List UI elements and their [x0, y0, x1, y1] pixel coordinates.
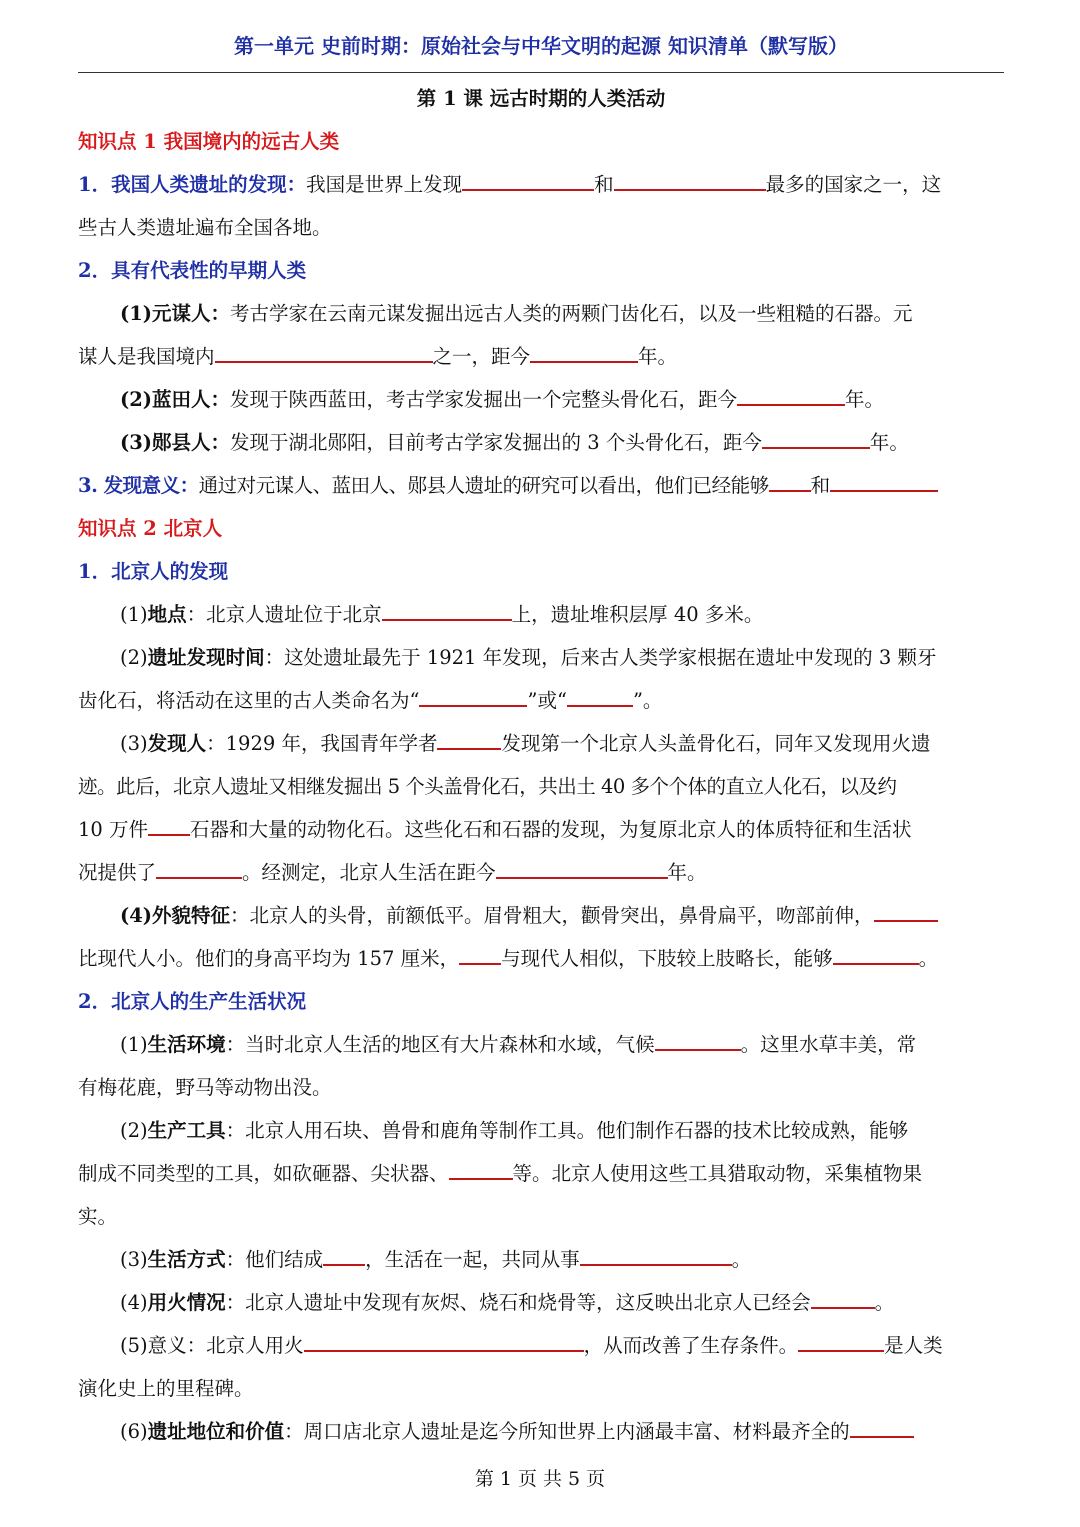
- fill-blank[interactable]: [614, 170, 766, 191]
- discovery-time-paragraph: (2)遗址发现时间：这处遗址最先于 1921 年发现，后来古人类学家根据在遗址中发现的 3 颗牙: [120, 646, 937, 669]
- discovery-time-cont: 齿化石，将活动在这里的古人类命名为“ ”或“ ”。: [78, 679, 1004, 722]
- tools-cont: 制成不同类型的工具，如砍砸器、尖状器、 等。北京人使用这些工具猎取动物，采集植物果: [78, 1152, 1004, 1195]
- fill-blank[interactable]: [850, 1417, 914, 1438]
- fill-blank[interactable]: [496, 858, 668, 879]
- location-paragraph: (1)地点：北京人遗址位于北京 上，遗址堆积层厚 40 多米。: [78, 593, 1004, 636]
- kp1-section-3: 3. 发现意义：通过对元谋人、蓝田人、郧县人遗址的研究可以看出，他们已经能够 和: [78, 464, 1004, 507]
- knowledge-point-1-title: 知识点 1 我国境内的远古人类: [78, 130, 340, 153]
- fill-blank[interactable]: [304, 1331, 584, 1352]
- discoverer-cont-1: 迹。此后，北京人遗址又相继发掘出 5 个头盖骨化石，共出土 40 多个个体的直立人化石，以及约: [78, 775, 897, 798]
- fill-blank[interactable]: [323, 1245, 365, 1266]
- lifestyle-paragraph: (3)生活方式：他们结成 ，生活在一起，共同从事 。: [78, 1238, 1004, 1281]
- document-body: [78, 120, 1004, 1453]
- fill-blank[interactable]: [769, 471, 811, 492]
- fill-blank[interactable]: [580, 1245, 732, 1266]
- kp1-section-1-cont: 些古人类遗址遍布全国各地。: [78, 216, 332, 239]
- fill-blank[interactable]: [462, 170, 594, 191]
- header-divider: [78, 72, 1004, 73]
- fill-blank[interactable]: [437, 729, 501, 750]
- yuanmou-paragraph-cont: 谋人是我国境内 之一，距今 年。: [78, 335, 1004, 378]
- fire-use-paragraph: (4)用火情况：北京人遗址中发现有灰烬、烧石和烧骨等，这反映出北京人已经会 。: [78, 1281, 1004, 1324]
- tools-cont-2: 实。: [78, 1205, 118, 1228]
- fill-blank[interactable]: [655, 1030, 741, 1051]
- kp2-section-2-title: 2．北京人的生产生活状况: [78, 990, 307, 1013]
- site-value-paragraph: (6)遗址地位和价值：周口店北京人遗址是迄今所知世界上内涵最丰富、材料最齐全的: [78, 1410, 1004, 1453]
- appearance-cont: 比现代人小。他们的身高平均为 157 厘米， 与现代人相似，下肢较上肢略长，能够 。: [78, 937, 1004, 980]
- page-number-footer: 第 1 页 共 5 页: [474, 1468, 606, 1490]
- tools-paragraph: (2)生产工具：北京人用石块、兽骨和鹿角等制作工具。他们制作石器的技术比较成熟，能够: [120, 1119, 909, 1142]
- kp1-section-2-title: 2．具有代表性的早期人类: [78, 259, 307, 282]
- fill-blank[interactable]: [449, 1159, 513, 1180]
- lesson-title: 第 1 课 远古时期的人类活动: [416, 87, 666, 110]
- lantian-paragraph: (2)蓝田人：发现于陕西蓝田，考古学家发掘出一个完整头骨化石，距今 年。: [78, 378, 1004, 421]
- fill-blank[interactable]: [798, 1331, 884, 1352]
- fill-blank[interactable]: [215, 342, 433, 363]
- kp2-section-1-title: 1．北京人的发现: [78, 560, 229, 583]
- fill-blank[interactable]: [567, 686, 633, 707]
- fill-blank[interactable]: [419, 686, 527, 707]
- significance-cont: 演化史上的里程碑。: [78, 1377, 254, 1400]
- fill-blank[interactable]: [737, 385, 845, 406]
- fill-blank[interactable]: [156, 858, 242, 879]
- fill-blank[interactable]: [833, 944, 919, 965]
- knowledge-point-2-title: 知识点 2 北京人: [78, 517, 223, 540]
- kp1-section-1: 1．我国人类遗址的发现：我国是世界上发现 和 最多的国家之一，这: [78, 163, 1004, 206]
- fill-blank[interactable]: [459, 944, 501, 965]
- fill-blank[interactable]: [811, 1288, 875, 1309]
- fill-blank[interactable]: [530, 342, 638, 363]
- yuanmou-paragraph: (1)元谋人：考古学家在云南元谋发掘出远古人类的两颗门齿化石，以及一些粗糙的石器。元: [120, 302, 913, 325]
- appearance-paragraph: (4)外貌特征：北京人的头骨，前额低平。眉骨粗大，颧骨突出，鼻骨扁平，吻部前伸，: [78, 894, 1004, 937]
- document-header-title: 第一单元 史前时期：原始社会与中华文明的起源 知识清单（默写版）: [234, 34, 848, 58]
- environment-paragraph: (1)生活环境：当时北京人生活的地区有大片森林和水域，气候 。这里水草丰美，常: [78, 1023, 1004, 1066]
- discoverer-cont-3: 况提供了 。经测定，北京人生活在距今 年。: [78, 851, 1004, 894]
- significance-paragraph: (5)意义：北京人用火 ，从而改善了生存条件。 是人类: [78, 1324, 1004, 1367]
- discoverer-paragraph: (3)发现人：1929 年，我国青年学者 发现第一个北京人头盖骨化石，同年又发现用火遗: [78, 722, 1004, 765]
- fill-blank[interactable]: [382, 600, 512, 621]
- discoverer-cont-2: 10 万件 石器和大量的动物化石。这些化石和石器的发现，为复原北京人的体质特征和生活状: [78, 808, 1004, 851]
- yunxian-paragraph: (3)郧县人：发现于湖北郧阳，目前考古学家发掘出的 3 个头骨化石，距今 年。: [78, 421, 1004, 464]
- fill-blank[interactable]: [830, 471, 938, 492]
- environment-cont: 有梅花鹿，野马等动物出没。: [78, 1076, 332, 1099]
- fill-blank[interactable]: [874, 901, 938, 922]
- fill-blank[interactable]: [762, 428, 870, 449]
- fill-blank[interactable]: [148, 815, 190, 836]
